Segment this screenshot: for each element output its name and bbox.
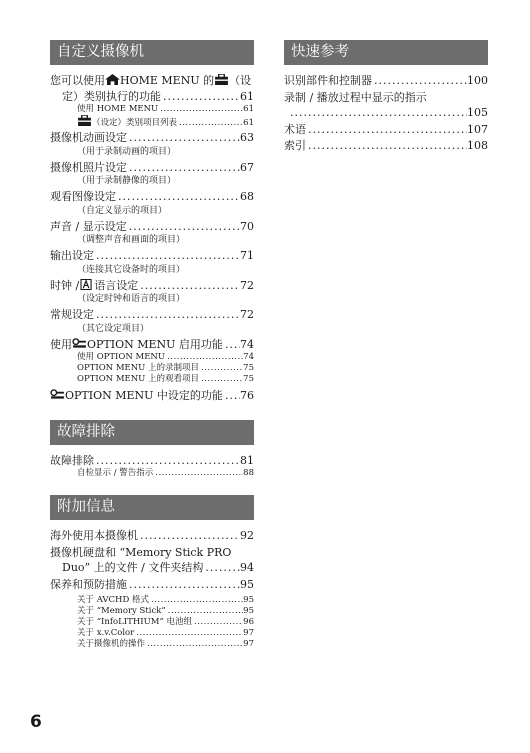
section-quick <box>284 40 488 154</box>
toc-entry[interactable]: 声音 / 显示设定 ..... 70 （调整声音和画面的项目） <box>50 219 254 248</box>
right-column <box>284 40 488 166</box>
toc-entry[interactable]: 常规设定 ..... 72 （其它设定项目） <box>50 307 254 336</box>
toc-sub-entry[interactable]: 关于 “InfoLITHIUM” 电池组 ..... 96 <box>50 617 254 628</box>
toc-entry[interactable]: 录制 / 播放过程中显示的指示 ..... 105 <box>284 90 488 121</box>
toc-sub-entry[interactable]: OPTION MENU 上的录制项目 ..... 75 <box>50 363 254 374</box>
toc-entry[interactable]: 海外使用本摄像机 ..... 92 <box>50 528 254 544</box>
toc-entry[interactable]: 索引 ..... 108 <box>284 138 488 154</box>
toc-sub-entry[interactable]: 使用 HOME MENU ..... 61 <box>50 104 254 115</box>
toc-entry[interactable]: 保养和预防措施 ..... 95 <box>50 577 254 593</box>
toc-sub-entry[interactable]: 自检显示 / 警告指示 ..... 88 <box>50 468 254 479</box>
toc-entry-intro[interactable]: 您可以使用 HOME MENU 的 （设 定）类别执行的功能 ..... 61 <box>50 73 254 104</box>
toc-entry[interactable]: 摄像机动画设定 ..... 63 （用于录制动画的项目） <box>50 130 254 159</box>
toc-entry[interactable]: 术语 ..... 107 <box>284 122 488 138</box>
option-menu-icon <box>50 389 65 400</box>
toc-entry[interactable]: 摄像机照片设定 ..... 67 （用于录制静像的项目） <box>50 160 254 189</box>
section-title-quick: 快速参考 <box>284 40 488 65</box>
toc-entry[interactable]: OPTION MENU 中设定的功能 ..... 76 <box>50 388 254 404</box>
clock-language-icon <box>79 279 94 290</box>
toc-sub-entry[interactable]: 使用 OPTION MENU ..... 74 <box>50 352 254 363</box>
option-menu-icon <box>72 338 87 349</box>
toc-sub-entry[interactable]: 关于摄像机的操作 ..... 97 <box>50 639 254 650</box>
toc-entry[interactable]: 识别部件和控制器 ..... 100 <box>284 73 488 89</box>
left-column <box>50 40 254 662</box>
section-title-additional: 附加信息 <box>50 495 254 520</box>
toc-sub-entry[interactable]: （设定）类别项目列表 ..... 61 <box>50 115 254 129</box>
toc-sub-entry[interactable]: 关于 x.v.Color ..... 97 <box>50 628 254 639</box>
section-title-trouble: 故障排除 <box>50 420 254 445</box>
toolbox-icon <box>77 115 92 126</box>
toc-entry[interactable]: 观看图像设定 ..... 68 （自定义显示的项目） <box>50 189 254 218</box>
section-additional <box>50 495 254 650</box>
toc-entry[interactable]: 摄像机硬盘和 “Memory Stick PRO Duo” 上的文件 / 文件夹结构 ..... 94 <box>50 545 254 576</box>
section-custom <box>50 40 254 404</box>
toc-entry[interactable]: 故障排除 ..... 81 <box>50 453 254 469</box>
section-title-custom: 自定义摄像机 <box>50 40 254 65</box>
home-icon <box>105 74 120 85</box>
toc-sub-entry[interactable]: OPTION MENU 上的观看项目 ..... 75 <box>50 374 254 385</box>
section-trouble <box>50 420 254 480</box>
toc-entry[interactable]: 时钟 / 语言设定 ..... 72 （设定时钟和语言的项目） <box>50 278 254 307</box>
toc-sub-entry[interactable]: 关于 AVCHD 格式 ..... 95 <box>50 595 254 606</box>
page-number: 6 <box>30 712 42 732</box>
toolbox-icon <box>214 74 229 85</box>
toc-sub-entry[interactable]: 关于 “Memory Stick” ..... 95 <box>50 606 254 617</box>
toc-entry-option[interactable]: 使用 OPTION MENU 启用功能 ..... 74 <box>50 337 254 353</box>
toc-entry[interactable]: 输出设定 ..... 71 （连接其它设备时的项目） <box>50 248 254 277</box>
